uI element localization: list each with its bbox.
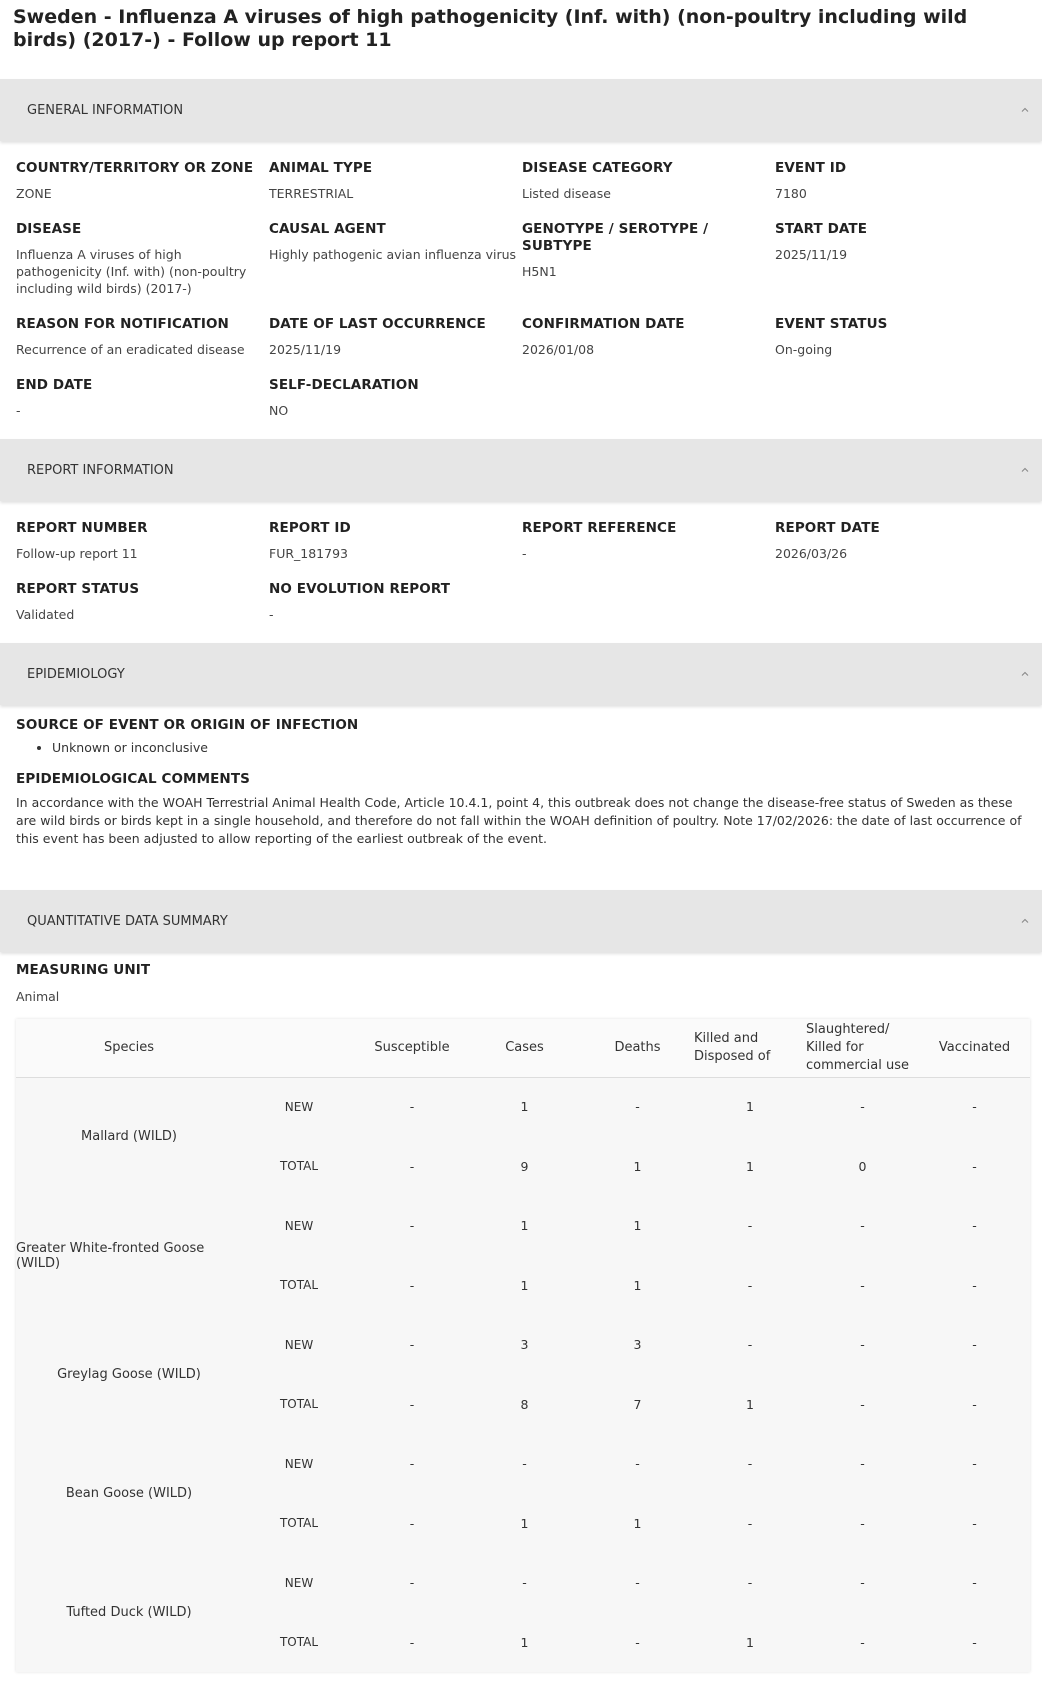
field-label: DATE OF LAST OCCURRENCE	[269, 316, 486, 332]
row-type-new: NEW	[284, 1337, 314, 1352]
report-information-header[interactable]	[0, 439, 1042, 501]
general-information-grid	[0, 141, 1042, 439]
chevron-up-icon[interactable]	[1020, 465, 1030, 475]
field-end-date	[16, 377, 269, 419]
table-cell: -	[972, 1634, 977, 1650]
field-causal-agent	[269, 221, 522, 297]
field-value: FUR_181793	[269, 546, 348, 561]
table-cell: -	[747, 1456, 753, 1471]
report-information-grid	[0, 501, 1042, 643]
table-cell: -	[747, 1575, 753, 1590]
table-cell: -	[972, 1337, 977, 1352]
table-cell: 1	[633, 1515, 642, 1531]
section-title: GENERAL INFORMATION	[27, 102, 184, 118]
row-type-new: NEW	[284, 1456, 314, 1471]
field-value: 2026/01/08	[522, 342, 595, 357]
field-label: REPORT NUMBER	[16, 520, 148, 536]
field-reason-for-notification	[16, 316, 269, 358]
quantitative-table-container	[16, 1019, 1030, 1672]
field-event-status	[775, 316, 1028, 358]
field-value: 2026/03/26	[775, 546, 848, 561]
field-value: H5N1	[522, 264, 557, 279]
field-value: Follow-up report 11	[16, 546, 138, 561]
table-cell: -	[972, 1396, 977, 1412]
field-self-declaration	[269, 377, 522, 419]
table-cell: -	[409, 1099, 415, 1115]
field-report-date	[775, 520, 1028, 562]
field-value: -	[16, 403, 21, 418]
field-start-date	[775, 221, 1028, 297]
field-no-evolution-report	[269, 581, 522, 623]
chevron-up-icon[interactable]	[1020, 669, 1030, 679]
row-type-total: TOTAL	[279, 1516, 319, 1530]
table-cell: 1	[520, 1099, 529, 1115]
quantitative-table	[16, 1019, 1030, 1672]
field-label: REPORT DATE	[775, 520, 880, 536]
quantitative-data-summary-header[interactable]	[0, 890, 1042, 952]
section-title: EPIDEMIOLOGY	[27, 666, 125, 682]
field-label: COUNTRY/TERRITORY OR ZONE	[16, 160, 254, 176]
column-header-slaughtered: Slaughtered/ Killed for commercial use	[806, 1019, 919, 1077]
table-cell: -	[522, 1575, 527, 1590]
table-cell: 1	[520, 1634, 529, 1650]
field-report-id	[269, 520, 522, 562]
field-label: REPORT REFERENCE	[522, 520, 677, 536]
column-header-killed-disposed: Killed and Disposed of	[694, 1019, 806, 1077]
field-confirmation-date	[522, 316, 775, 358]
field-disease	[16, 221, 269, 297]
table-cell: -	[860, 1337, 865, 1352]
field-label: ANIMAL TYPE	[269, 160, 373, 176]
table-cell: 3	[520, 1337, 529, 1352]
field-value: NO	[269, 403, 289, 418]
table-cell: -	[409, 1158, 415, 1174]
field-value: Influenza A viruses of high pathogenicity (Inf. with) (non-poultry including wild birds) (2017-)	[16, 247, 247, 296]
field-value: On-going	[775, 342, 833, 357]
species-name: Greater White-fronted Goose (WILD)	[16, 1240, 205, 1271]
species-name: Tufted Duck (WILD)	[66, 1605, 192, 1620]
table-cell: 1	[746, 1396, 754, 1412]
table-cell: 1	[746, 1158, 754, 1174]
field-label: CAUSAL AGENT	[269, 221, 386, 237]
field-label: GENOTYPE / SEROTYPE / SUBTYPE	[522, 221, 709, 254]
table-cell: -	[860, 1634, 865, 1650]
field-label: NO EVOLUTION REPORT	[269, 581, 451, 597]
row-type-total: TOTAL	[279, 1159, 319, 1173]
chevron-up-icon[interactable]	[1020, 105, 1030, 115]
source-of-event-label: SOURCE OF EVENT OR ORIGIN OF INFECTION	[16, 717, 359, 733]
table-cell: 9	[520, 1158, 529, 1174]
list-item: • Unknown or inconclusive	[52, 740, 1026, 755]
field-label: REASON FOR NOTIFICATION	[16, 316, 229, 332]
field-value: ZONE	[16, 186, 52, 201]
table-cell: -	[860, 1575, 865, 1590]
field-value: 7180	[775, 186, 807, 201]
table-cell: -	[860, 1456, 865, 1471]
general-information-header[interactable]	[0, 79, 1042, 141]
table-cell: -	[972, 1456, 977, 1471]
table-cell: -	[860, 1515, 865, 1531]
field-value: 2025/11/19	[269, 342, 342, 357]
table-cell: -	[972, 1277, 977, 1293]
field-label: START DATE	[775, 221, 868, 237]
table-row	[16, 1077, 1030, 1136]
field-label: DISEASE CATEGORY	[522, 160, 673, 176]
field-value: Listed disease	[522, 186, 611, 201]
measuring-unit-label: MEASURING UNIT	[16, 962, 151, 978]
table-cell: -	[860, 1099, 865, 1115]
species-name: Mallard (WILD)	[81, 1129, 177, 1145]
row-type-new: NEW	[284, 1099, 314, 1114]
table-cell: -	[747, 1277, 753, 1293]
epidemiology-header[interactable]	[0, 643, 1042, 705]
table-cell: -	[747, 1218, 753, 1233]
chevron-up-icon[interactable]	[1020, 916, 1030, 926]
section-title: QUANTITATIVE DATA SUMMARY	[27, 913, 228, 929]
field-genotype-serotype-subtype	[522, 221, 775, 297]
table-cell: 7	[633, 1396, 642, 1412]
field-report-number	[16, 520, 269, 562]
epidemiological-comments-label: EPIDEMIOLOGICAL COMMENTS	[16, 771, 250, 787]
epidemiological-comments-text: In accordance with the WOAH Terrestrial Animal Health Code, Article 10.4.1, point 4, this outbreak does not change the disease-free status of Sweden as these are wild birds or birds kept in a single household, and therefore do not fall within the WOAH definition of poultry. Note 17/02/2026: the date of last occurrence of this event has been adjusted to allow reporting of the earliest outbreak of the event.	[16, 795, 1022, 846]
table-cell: -	[409, 1456, 415, 1471]
field-label: REPORT STATUS	[16, 581, 140, 597]
table-cell: -	[860, 1218, 865, 1233]
table-row	[16, 1553, 1030, 1612]
table-cell: 1	[520, 1218, 529, 1233]
field-label: END DATE	[16, 377, 93, 393]
field-disease-category	[522, 160, 775, 202]
column-header-vaccinated: Vaccinated	[919, 1019, 1030, 1077]
field-value: Recurrence of an eradicated disease	[16, 342, 245, 357]
table-cell: -	[409, 1277, 415, 1293]
table-cell: -	[972, 1515, 977, 1531]
column-header-cases: Cases	[468, 1019, 581, 1077]
table-cell: -	[522, 1456, 527, 1471]
field-date-of-last-occurrence	[269, 316, 522, 358]
table-cell: 1	[520, 1515, 529, 1531]
field-event-id	[775, 160, 1028, 202]
field-report-reference	[522, 520, 775, 562]
field-label: EVENT STATUS	[775, 316, 888, 332]
field-value: -	[522, 546, 527, 561]
field-value: Highly pathogenic avian influenza virus	[269, 247, 517, 262]
table-cell: 1	[633, 1218, 642, 1233]
table-cell: 3	[633, 1337, 642, 1352]
row-type-new: NEW	[284, 1218, 314, 1233]
table-cell: -	[972, 1575, 977, 1590]
field-label: EVENT ID	[775, 160, 847, 176]
column-header-row-type	[242, 1019, 356, 1077]
table-header-row	[16, 1019, 1030, 1077]
field-value: TERRESTRIAL	[269, 186, 354, 201]
table-row	[16, 1315, 1030, 1374]
table-cell: -	[635, 1634, 640, 1650]
table-cell: 8	[520, 1396, 529, 1412]
page-title: Sweden - Influenza A viruses of high pathogenicity (Inf. with) (non-poultry including wild birds) (2017-) - Follow up report 11	[13, 6, 968, 51]
field-country-territory-or-zone	[16, 160, 269, 202]
table-cell: 0	[858, 1158, 867, 1174]
table-cell: -	[635, 1575, 640, 1590]
field-animal-type	[269, 160, 522, 202]
table-cell: -	[972, 1158, 977, 1174]
table-cell: -	[409, 1337, 415, 1352]
field-label: REPORT ID	[269, 520, 351, 536]
species-name: Greylag Goose (WILD)	[57, 1367, 201, 1382]
table-cell: -	[635, 1099, 640, 1115]
table-cell: -	[747, 1337, 753, 1352]
table-cell: -	[409, 1575, 415, 1590]
table-cell: -	[972, 1218, 977, 1233]
field-value: -	[269, 607, 274, 622]
column-header-species: Species	[16, 1019, 242, 1077]
table-cell: -	[972, 1099, 977, 1115]
field-report-status	[16, 581, 269, 623]
table-cell: 1	[520, 1277, 529, 1293]
table-cell: -	[409, 1396, 415, 1412]
section-title: REPORT INFORMATION	[27, 462, 174, 478]
source-of-event-list	[16, 740, 1026, 755]
table-cell: 1	[746, 1099, 754, 1115]
table-row	[16, 1434, 1030, 1493]
table-cell: 1	[633, 1158, 642, 1174]
column-header-deaths: Deaths	[581, 1019, 694, 1077]
table-cell: -	[409, 1634, 415, 1650]
table-cell: -	[860, 1277, 865, 1293]
measuring-unit-value: Animal	[16, 989, 60, 1004]
row-type-total: TOTAL	[279, 1397, 319, 1411]
table-cell: -	[860, 1396, 865, 1412]
table-cell: -	[635, 1456, 640, 1471]
field-label: DISEASE	[16, 221, 82, 237]
field-label: SELF-DECLARATION	[269, 377, 419, 393]
field-label: CONFIRMATION DATE	[522, 316, 685, 332]
column-header-susceptible: Susceptible	[356, 1019, 468, 1077]
row-type-total: TOTAL	[279, 1635, 319, 1649]
row-type-new: NEW	[284, 1575, 314, 1590]
field-value: Validated	[16, 607, 75, 622]
species-name: Bean Goose (WILD)	[65, 1486, 193, 1501]
table-cell: -	[409, 1515, 415, 1531]
table-cell: -	[409, 1218, 415, 1233]
table-cell: 1	[633, 1277, 642, 1293]
table-cell: -	[747, 1515, 753, 1531]
table-cell: 1	[746, 1634, 754, 1650]
field-value: 2025/11/19	[775, 247, 848, 262]
row-type-total: TOTAL	[279, 1278, 319, 1292]
table-row	[16, 1196, 1030, 1255]
